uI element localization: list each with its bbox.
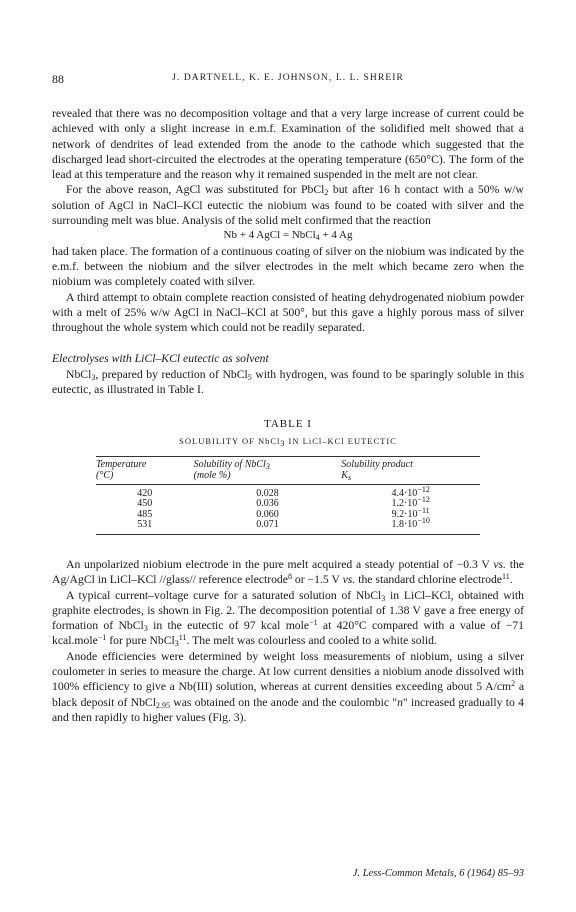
table-title: TABLE I xyxy=(264,418,312,431)
running-title: J. DARTNELL, K. E. JOHNSON, L. L. SHREIR xyxy=(172,73,404,83)
paragraph-6: An unpolarized niobium electrode in the pure melt acquired a steady potential of −0.3 V vs. the Ag/AgCl in LiCl–KCl //glass// reference electrode$^8$ or −1.5 V vs. the standard chlorine electrode$^{11}$. xyxy=(52,557,524,587)
column-header-solubility: Solubility of NbCl$_3$ (mole %) xyxy=(194,456,342,484)
paragraph-5: NbCl$_3$, prepared by reduction of NbCl$_5$ with hydrogen, was found to be sparingly soluble in this eutectic, as illustrated in Table I. xyxy=(52,367,524,397)
paragraph-8: Anode efficiencies were determined by weight loss measurements of niobium, using a silver coulometer in series to measure the charge. At low current densities a niobium anode dissolved with 100% efficiency to give a Nb(III) solution, whereas at current densities exceeding about 5 $A/cm^2$ a black deposit of NbCl$_{2.95}$ was obtained on the anode and the coulombic "n" increased gradually to 4 and then rapidly to higher values (Fig. 3). xyxy=(52,649,524,724)
article-body xyxy=(52,106,524,725)
solubility-table xyxy=(96,456,480,535)
journal-citation: J. Less-Common Metals, 6 (1964) 85–93 xyxy=(352,868,524,879)
table-row: 420 0.028 $4.4\cdot 10^{-12}$ xyxy=(137,484,430,499)
column-header-temperature: Temperature (°C) xyxy=(96,456,194,484)
table-row: 485 0.060 $9.2\cdot 10^{-11}$ xyxy=(137,505,430,520)
paragraph-7: A typical current–voltage curve for a saturated solution of NbCl$_3$ in LiCl–KCl, obtained with graphite electrodes, is shown in Fig. 2. The decomposition potential of 1.38 V gave a free energy of formation of NbCl$_3$ in the eutectic of 97 kcal mole$^{-1}$ at 420°C compared with a value of −71 kcal.mole$^{-1}$ for pure NbCl$_3^{11}$. The melt was colourless and cooled to a white solid. xyxy=(52,588,524,649)
section-heading: Electrolyses with LiCl–KCl eutectic as solvent xyxy=(52,352,269,366)
page-number: 88 xyxy=(52,72,64,86)
paragraph-3: had taken place. The formation of a continuous coating of silver on the niobium was indicated by the e.m.f. between the niobium and the silver electrodes in the melt which became zero when the niobium was completely coated with silver. xyxy=(52,244,524,289)
table-subtitle: SOLUBILITY OF NbCl3 IN LiCl–KCl EUTECTIC xyxy=(179,435,397,448)
paragraph-1: revealed that there was no decomposition voltage and that a very large increase of current could be achieved with only a slight increase in e.m.f. Examination of the solidified melt showed that a network of dendrites of lead extended from the anode to the cathode which suggested that the discharged lead short-circuited the electrodes at the operating temperature (650°C). The form of the lead at this temperature and the reason why it remained suspended in the melt are not clear. xyxy=(52,107,524,182)
reaction-equation: Nb + 4 AgCl = NbCl$_4$ + 4 Ag xyxy=(223,229,353,243)
column-header-solubility-product: Solubility product $K_s$ xyxy=(341,456,480,484)
paragraph-4: A third attempt to obtain complete reaction consisted of heating dehydrogenated niobium powder with a melt of 25% w/w AgCl in NaCl–KCl at 500°, but this gave a highly porous mass of silver throughout the whole system which could not be readily separated. xyxy=(52,290,524,335)
table-row: 531 0.071 $1.8\cdot 10^{-10}$ xyxy=(137,516,430,531)
paragraph-2: For the above reason, AgCl was substituted for PbCl$_2$ but after 16 h contact with a 50% w/w solution of AgCl in NaCl–KCl eutectic the niobium was found to be coated with silver and the surrounding melt was blue. Analysis of the solid melt confirmed that the reaction xyxy=(52,183,524,228)
table-row: 450 0.036 $1.2\cdot 10^{-12}$ xyxy=(137,495,430,510)
table-header-row xyxy=(96,456,480,484)
page-header xyxy=(52,72,524,88)
